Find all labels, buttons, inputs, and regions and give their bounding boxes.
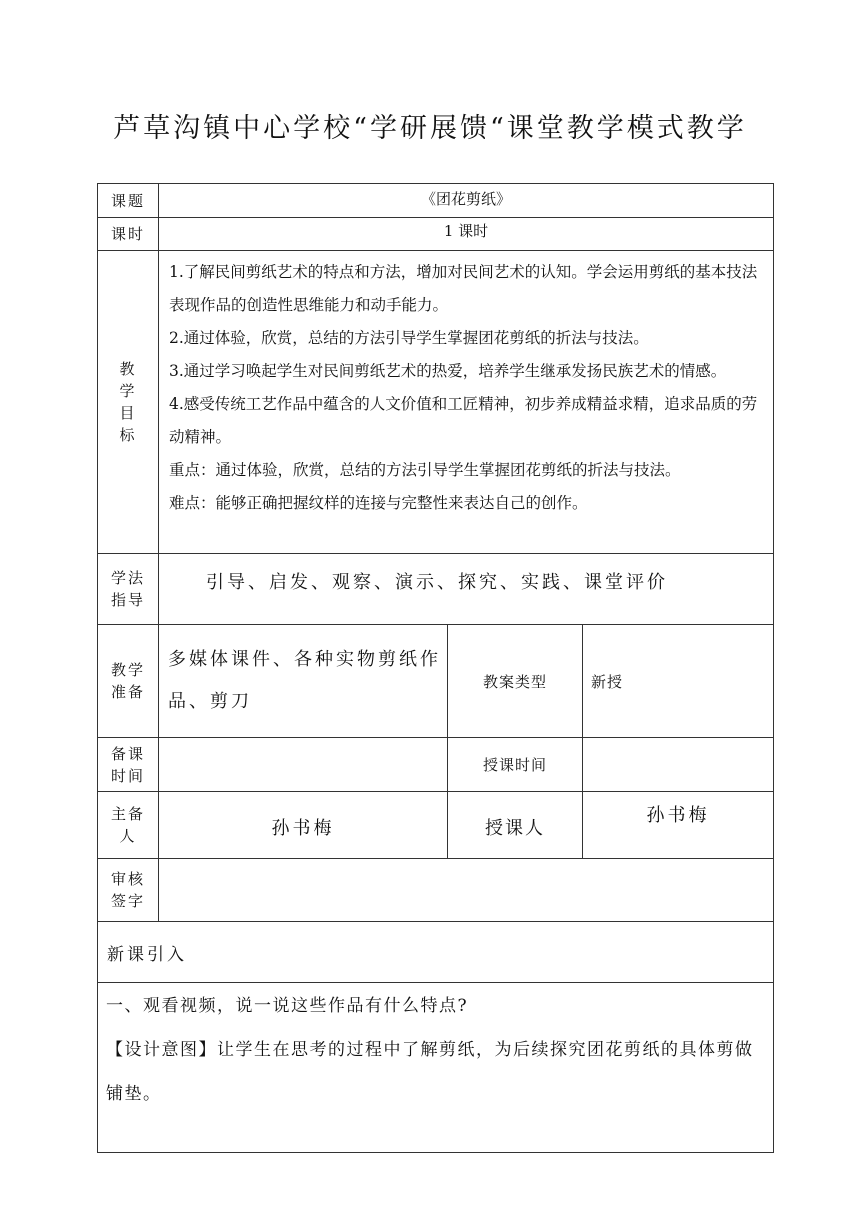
- review-label: [98, 859, 158, 921]
- objectives-label-char: 学: [119, 382, 137, 400]
- teacher-label: 授课人: [485, 818, 545, 839]
- plan-type-label: 教案类型: [482, 672, 547, 691]
- objectives-list: [159, 251, 773, 553]
- preparer-label: [98, 792, 158, 858]
- preparer-value: 孙书梅: [271, 818, 335, 839]
- preparer-label-line: 主备: [110, 805, 145, 823]
- methods-label-line: 学法: [110, 569, 145, 587]
- methods-value: 引导、启发、观察、演示、探究、实践、课堂评价: [206, 572, 668, 593]
- plan-type-value: 新授: [591, 672, 624, 691]
- prep-time-label: [98, 738, 158, 791]
- key-point: 重点：通过体验，欣赏，总结的方法引导学生掌握团花剪纸的折法与技法。: [169, 461, 681, 479]
- teach-time-value: [583, 738, 773, 791]
- prep-label-line: 教学: [110, 661, 145, 679]
- prep-time-label-line: 时间: [110, 766, 145, 785]
- objectives-label-char: 目: [119, 404, 137, 422]
- objectives-label-char: 教: [119, 360, 137, 378]
- teach-time-label: 授课时间: [482, 756, 547, 774]
- intro-question: 一、观看视频，说一说这些作品有什么特点?: [106, 996, 469, 1016]
- teacher-value: 孙书梅: [646, 805, 710, 826]
- objectives-label: [98, 251, 158, 553]
- objective-item: 3.通过学习唤起学生对民间剪纸艺术的热爱，培养学生继承发扬民族艺术的情感。: [169, 362, 727, 380]
- lesson-plan-table: [97, 183, 774, 1153]
- row-divider: [98, 553, 773, 554]
- objectives-label-char: 标: [119, 426, 137, 444]
- period-value: 1 课时: [443, 222, 489, 240]
- methods-label: [98, 554, 158, 624]
- prep-value: 多媒体课件、各种实物剪纸作品、剪刀: [168, 649, 441, 712]
- prep-time-label-line: 备课: [110, 744, 145, 763]
- topic-label: 课题: [110, 191, 145, 210]
- intro-heading: 新课引入: [107, 944, 187, 965]
- difficult-point: 难点：能够正确把握纹样的连接与完整性来表达自己的创作。: [169, 494, 588, 512]
- review-label-line: 审核: [110, 870, 145, 888]
- preparer-label-line: 人: [119, 827, 137, 845]
- objective-item: 2.通过体验，欣赏，总结的方法引导学生掌握团花剪纸的折法与技法。: [169, 329, 649, 347]
- intro-content: [106, 983, 768, 1151]
- objective-item: 4.感受传统工艺作品中蕴含的人文价值和工匠精神，初步养成精益求精，追求品质的劳动精神。: [169, 395, 758, 446]
- prep-label-line: 准备: [110, 683, 145, 701]
- prep-time-value: [159, 738, 447, 791]
- objective-item: 1.了解民间剪纸艺术的特点和方法，增加对民间艺术的认知。学会运用剪纸的基本技法表现作品的创造性思维能力和动手能力。: [169, 263, 758, 314]
- period-label: 课时: [110, 225, 145, 243]
- methods-label-line: 指导: [110, 591, 145, 609]
- prep-label: [98, 625, 158, 737]
- page-title: 芦草沟镇中心学校“学研展馈“课堂教学模式教学: [113, 113, 747, 144]
- review-value: [159, 859, 773, 921]
- topic-value: 《团花剪纸》: [420, 190, 511, 208]
- review-label-line: 签字: [110, 892, 145, 910]
- design-intent: 【设计意图】让学生在思考的过程中了解剪纸，为后续探究团花剪纸的具体剪做铺垫。: [106, 1040, 754, 1104]
- row-divider: [98, 217, 773, 218]
